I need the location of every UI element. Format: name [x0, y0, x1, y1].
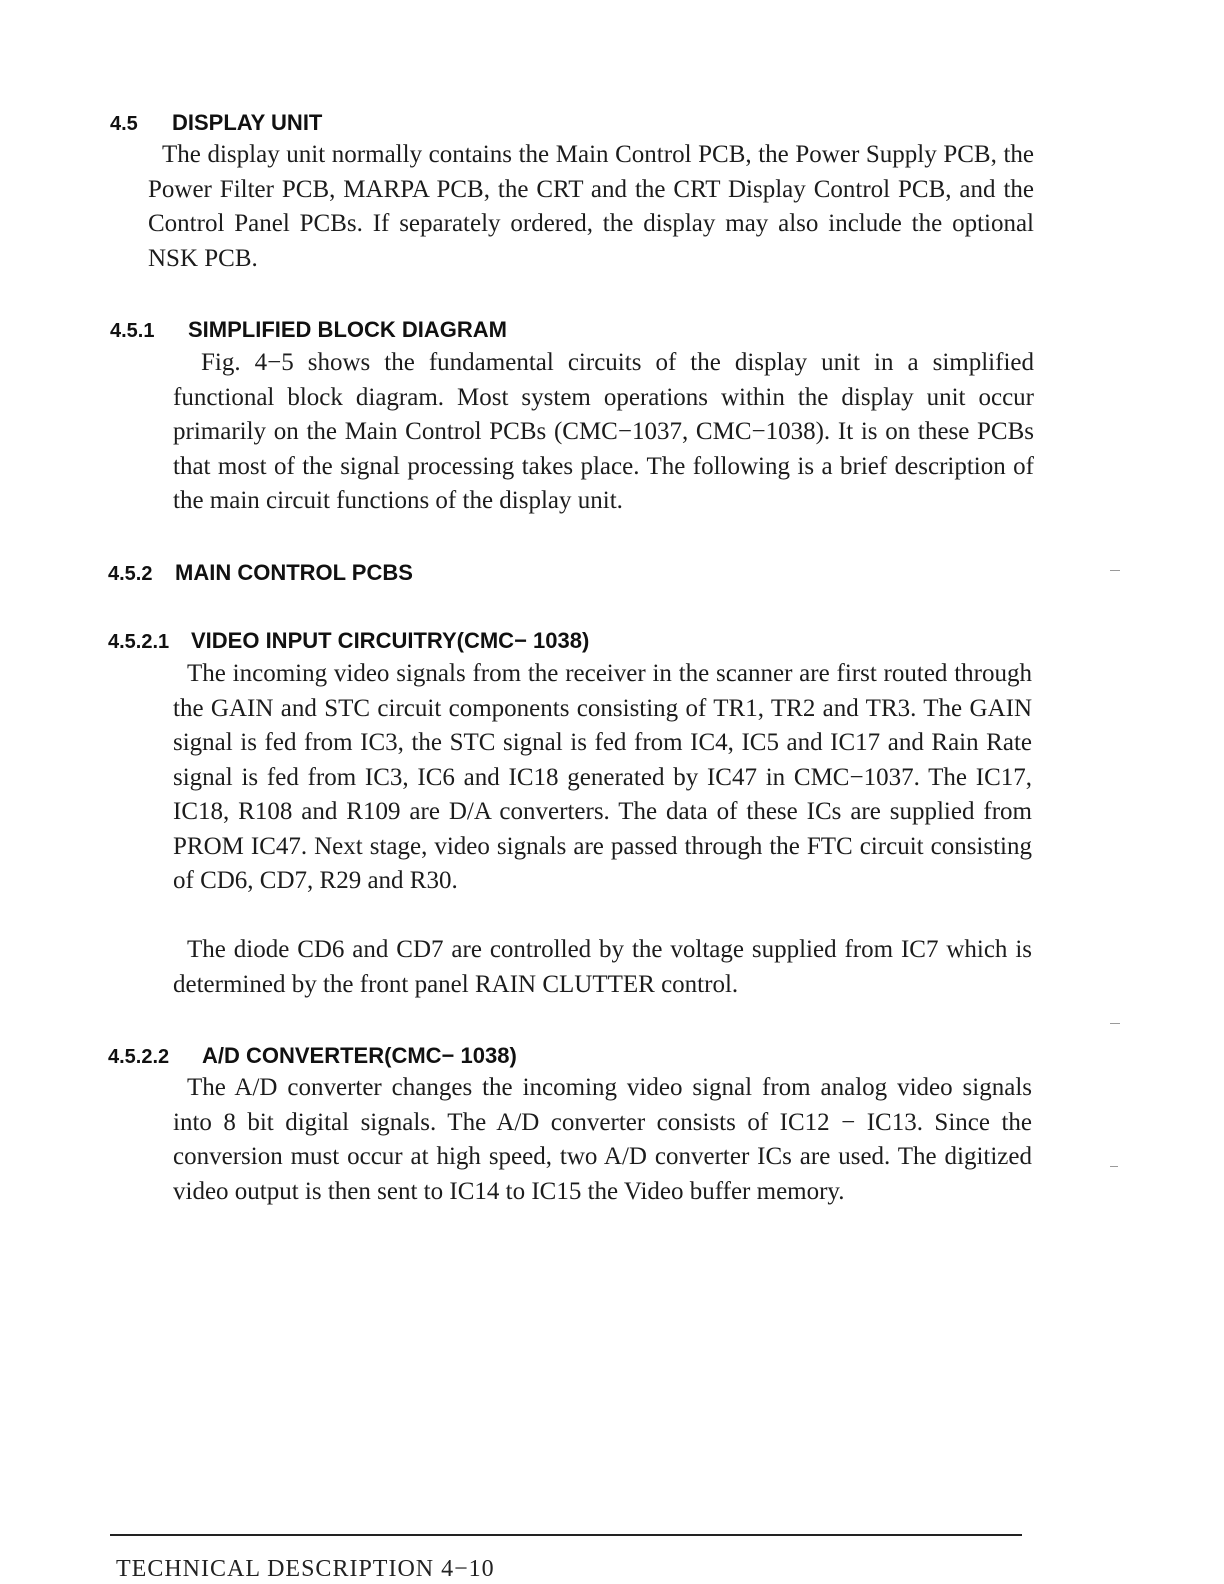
- section-paragraph: The A/D converter changes the incoming video signal from analog video signals into 8 bit digital signals. The A/D converter consists of IC12 − IC13. Since the conversion must occur at high speed, two A/D converter ICs are used. The digitized video output is then sent to IC14 to IC15 the Video buffer memory.: [173, 1074, 1032, 1205]
- section-heading: [108, 628, 589, 654]
- section-heading: [110, 317, 507, 343]
- section-number: 4.5.2.1: [108, 631, 170, 653]
- section-number: 4.5.2: [108, 563, 153, 585]
- section-heading: [108, 1043, 517, 1069]
- section-paragraph: Fig. 4−5 shows the fundamental circuits of the display unit in a simplified functional block diagram. Most system operations within the display unit occur primarily on the Main Control PCBs (CMC−1037, CMC−1038). It is on these PCBs that most of the signal processing takes place. The following is a brief description of the main circuit functions of the display unit.: [173, 349, 1034, 514]
- section-title: MAIN CONTROL PCBS: [175, 560, 413, 585]
- section-number: 4.5.1: [110, 320, 155, 342]
- section-number: 4.5.2.2: [108, 1046, 170, 1068]
- section-title: VIDEO INPUT CIRCUITRY(CMC− 1038): [191, 628, 590, 653]
- section-paragraph: The diode CD6 and CD7 are controlled by the voltage supplied from IC7 which is determined by the front panel RAIN CLUTTER control.: [173, 936, 1032, 998]
- footer-page-label: TECHNICAL DESCRIPTION 4−10: [116, 1556, 495, 1582]
- section-title: SIMPLIFIED BLOCK DIAGRAM: [188, 317, 507, 342]
- section-heading: [110, 110, 322, 136]
- scan-mark: [1110, 570, 1120, 571]
- scan-mark: [1110, 1166, 1118, 1167]
- section-heading: [108, 560, 413, 586]
- section-paragraph: The display unit normally contains the Main Control PCB, the Power Supply PCB, the Power Filter PCB, MARPA PCB, the CRT and the CRT Display Control PCB, and the Control Panel PCBs. If separately ordered, the display may also include the optional NSK PCB.: [148, 141, 1034, 272]
- section-number: 4.5: [110, 113, 138, 135]
- scan-mark: [1110, 1023, 1120, 1024]
- footer-rule: [110, 1534, 1022, 1536]
- section-title: A/D CONVERTER(CMC− 1038): [202, 1043, 517, 1068]
- section-title: DISPLAY UNIT: [172, 110, 323, 135]
- section-paragraph: The incoming video signals from the receiver in the scanner are first routed through the GAIN and STC circuit components consisting of TR1, TR2 and TR3. The GAIN signal is fed from IC3, the STC signal is fed from IC4, IC5 and IC17 and Rain Rate signal is fed from IC3, IC6 and IC18 generated by IC47 in CMC−1037. The IC17, IC18, R108 and R109 are D/A converters. The data of these ICs are supplied from PROM IC47. Next stage, video signals are passed through the FTC circuit consisting of CD6, CD7, R29 and R30.: [173, 660, 1032, 894]
